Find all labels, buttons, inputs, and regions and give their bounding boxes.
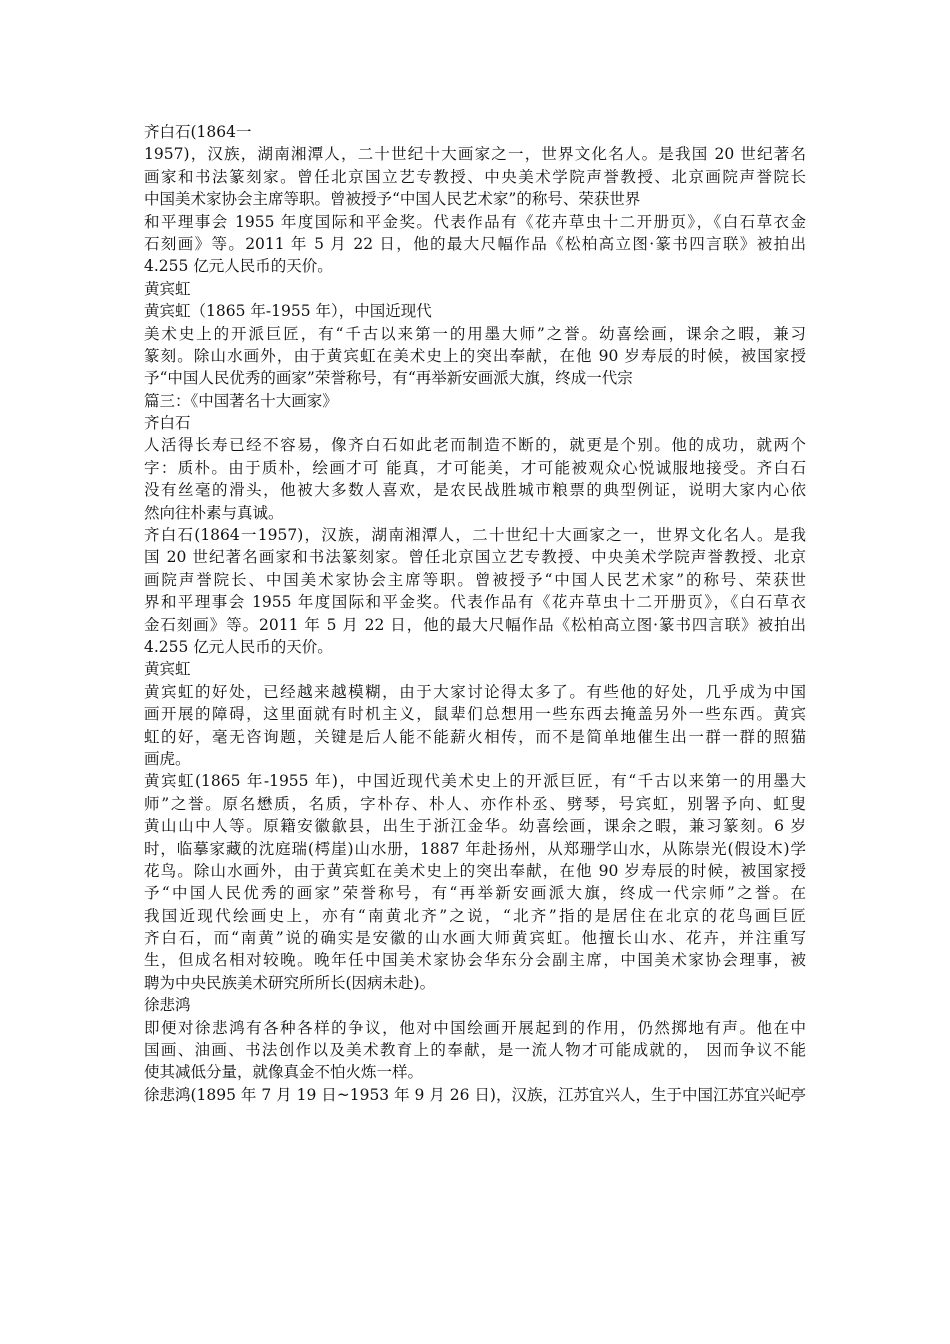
text-line: 使其减低分量，就像真金不怕火炼一样。 bbox=[144, 1063, 424, 1082]
text-line: 予“中国人民优秀的画家”荣誉称号，有“再举新安画派大旗，终成一代宗师”之誉。在 bbox=[144, 884, 806, 903]
text-line: 界和平理事会 1955 年度国际和平金奖。代表作品有《花卉草虫十二开册页》，《白石草衣 bbox=[144, 593, 806, 612]
text-line: 花鸟。除山水画外，由于黄宾虹在美术史上的突出奉献，在他 90 岁寿辰的时候，被国家授 bbox=[144, 861, 806, 880]
text-line: 齐白石，而“南黄”说的确实是安徽的山水画大师黄宾虹。他擅长山水、花卉，并注重写 bbox=[144, 929, 806, 948]
text-line: 4.255 亿元人民币的天价。 bbox=[144, 257, 333, 276]
text-line: 予“中国人民优秀的画家”荣誉称号，有“再举新安画派大旗，终成一代宗 bbox=[144, 369, 633, 388]
text-line: 中国美术家协会主席等职。曾被授予“中国人民艺术家”的称号、荣获世界 bbox=[144, 190, 641, 209]
text-line: 和平理事会 1955 年度国际和平金奖。代表作品有《花卉草虫十二开册页》，《白石草衣金 bbox=[144, 212, 806, 231]
text-line: 篇三：《中国著名十大画家》 bbox=[144, 391, 338, 410]
text-line: 4.255 亿元人民币的天价。 bbox=[144, 637, 333, 656]
text-line: 画虎。 bbox=[144, 749, 191, 768]
text-line: 黄宾虹 bbox=[144, 660, 191, 679]
text-line: 师”之誉。原名懋质，名质，字朴存、朴人、亦作朴丞、劈琴，号宾虹，别署予向、虹叟 bbox=[144, 794, 806, 813]
text-line: 聘为中央民族美术研究所所长(因病未赴)。 bbox=[144, 973, 436, 992]
text-line: 金石刻画》等。2011 年 5 月 22 日，他的最大尺幅作品《松柏高立图·篆书四言联》被拍出 bbox=[144, 615, 806, 634]
text-line: 黄宾虹（1865 年-1955 年），中国近现代 bbox=[144, 302, 432, 321]
text-line: 黄宾虹 bbox=[144, 279, 191, 298]
text-line: 齐白石(1864一 bbox=[144, 123, 252, 141]
document-body bbox=[144, 121, 806, 1106]
text-line: 画院声誉院长、中国美术家协会主席等职。曾被授予“中国人民艺术家”的称号、荣获世 bbox=[144, 570, 806, 589]
text-line: 黄宾虹(1865 年-1955 年)，中国近现代美术史上的开派巨匠，有“千古以来第一的用墨大 bbox=[144, 772, 806, 791]
text-line: 徐悲鸿 bbox=[144, 996, 191, 1015]
text-line: 时，临摹家藏的沈庭瑞(樗崖)山水册，1887 年赴扬州，从郑珊学山水，从陈崇光(假设木)学 bbox=[144, 839, 806, 858]
text-line: 没有丝毫的滑头，他被大多数人喜欢，是农民战胜城市粮票的典型例证，说明大家内心依 bbox=[144, 481, 806, 500]
text-line: 齐白石(1864一1957)，汉族，湖南湘潭人，二十世纪十大画家之一，世界文化名人。是我 bbox=[144, 526, 806, 545]
text-line: 1957)，汉族，湖南湘潭人，二十世纪十大画家之一，世界文化名人。是我国 20 世纪著名 bbox=[144, 145, 806, 164]
text-line: 篆刻。除山水画外，由于黄宾虹在美术史上的突出奉献，在他 90 岁寿辰的时候，被国家授 bbox=[144, 346, 806, 365]
text-line: 黄宾虹的好处，已经越来越模糊，由于大家讨论得太多了。有些他的好处，几乎成为中国 bbox=[144, 682, 806, 701]
text-line: 生，但成名相对较晚。晚年任中国美术家协会华东分会副主席，中国美术家协会理事，被 bbox=[144, 951, 806, 970]
text-line: 徐悲鸿(1895 年 7 月 19 日~1953 年 9 月 26 日)，汉族，江苏宜兴人，生于中国江苏宜兴屺亭 bbox=[144, 1085, 806, 1104]
text-line: 虹的好，毫无咨询题，关键是后人能不能薪火相传，而不是简单地催生出一群一群的照猫 bbox=[144, 727, 806, 746]
text-line: 国画、油画、书法创作以及美术教育上的奉献，是一流人物才可能成就的， 因而争议不能 bbox=[144, 1041, 806, 1060]
text-line: 国 20 世纪著名画家和书法篆刻家。曾任北京国立艺专教授、中央美术学院声誉教授、北京 bbox=[144, 548, 806, 567]
text-line: 美术史上的开派巨匠，有“千古以来第一的用墨大师”之誉。幼喜绘画，课余之暇，兼习 bbox=[144, 324, 806, 343]
text-line: 字：质朴。由于质朴，绘画才可 能真，才可能美，才可能被观众心悦诚服地接受。齐白石 bbox=[144, 458, 806, 477]
text-line: 画家和书法篆刻家。曾任北京国立艺专教授、中央美术学院声誉教授、北京画院声誉院长 bbox=[144, 167, 806, 186]
text-line: 齐白石 bbox=[144, 414, 191, 433]
text-line: 然向往朴素与真诚。 bbox=[144, 503, 284, 522]
text-line: 即便对徐悲鸿有各种各样的争议，他对中国绘画开展起到的作用，仍然掷地有声。他在中 bbox=[144, 1018, 806, 1037]
text-line: 我国近现代绘画史上，亦有“南黄北齐”之说，“北齐”指的是居住在北京的花鸟画巨匠 bbox=[144, 906, 806, 925]
text-line: 人活得长寿已经不容易，像齐白石如此老而制造不断的，就更是个别。他的成功，就两个 bbox=[144, 436, 806, 455]
text-line: 画开展的障碍，这里面就有时机主义，鼠辈们总想用一些东西去掩盖另外一些东西。黄宾 bbox=[144, 705, 806, 724]
text-line: 黄山山中人等。原籍安徽歙县，出生于浙江金华。幼喜绘画，课余之暇，兼习篆刻。6 岁 bbox=[144, 817, 806, 836]
text-line: 石刻画》等。2011 年 5 月 22 日，他的最大尺幅作品《松柏高立图·篆书四言联》被拍出 bbox=[144, 234, 806, 253]
